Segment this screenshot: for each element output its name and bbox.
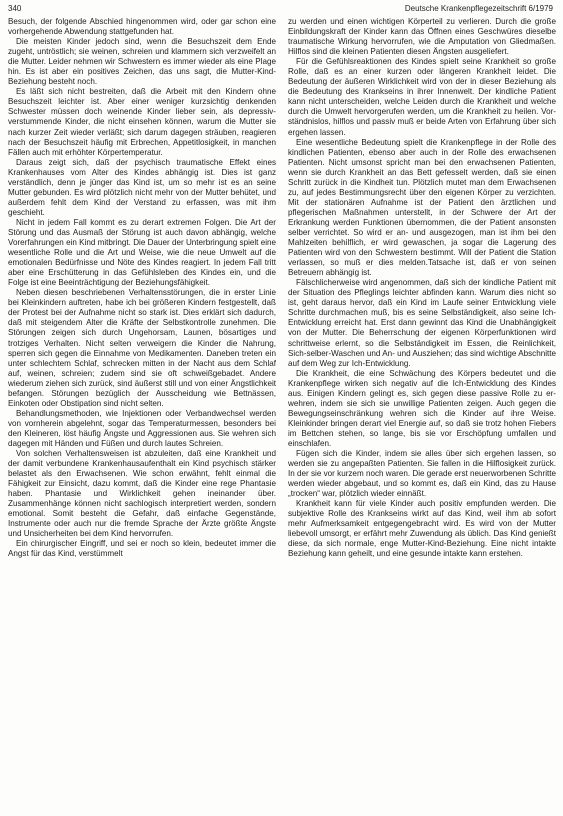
paragraph: Besuch, der folgende Abschied hingenommen wird, oder gar schon eine vorhergehende Abwendung stattgefunden hat.: [8, 17, 276, 37]
paragraph: Krankheit kann für viele Kinder auch positiv empfunden werden. Die subjektive Rolle des Krankseins wirkt auf das Kind, weil ihm ab sofort mehr Aufmerksamkeit entgegengebracht wird. Es wird von der Mutter liebevoll umsorgt, er erfährt mehr Zuwendung als üblich. Das Kind genießt diese, da sich normale, enge Mutter-Kind-Beziehung. Eine nicht intakte Beziehung kann geheilt, und eine gesunde intakte kann erstehen.: [288, 499, 556, 559]
paragraph: Neben diesen beschriebenen Verhaltensstörungen, die in erster Linie bei Kleinkindern auftreten, habe ich bei größeren Kindern festgestellt, daß der Protest bei der Aufnahme nicht so stark ist. Dies erklärt sich dadurch, daß mit steigendem Alter die Kräfte der Selbstkontrolle zunehmen. Die Störungen zeigen sich durch Ungehorsam, Launen, bösartiges und trotziges Verhalten. Nicht selten verweigern die Kinder die Nahrung, sperren sich gegen die Einnahme von Medikamenten. Daneben treten ein unter schlechtem Schlaf, schrecken mitten in der Nacht aus dem Schlaf auf, weinen, schreien; zudem sind sie oft schweißgebadet. Andere wiederum ziehen sich zurück, sind äußerst still und von einer Ängstlichkeit befangen. Störungen bezüglich der Ausscheidung wie Bettnässen, Einkoten oder Obstipation sind nicht selten.: [8, 288, 276, 408]
text-column-left: [8, 17, 276, 812]
paragraph: Für die Gefühlsreaktionen des Kindes spielt seine Krankheit so große Rolle, daß es an einer kurzen oder längeren Krankheit leidet. Die Bedeutung der äußeren Wirklichkeit wird von der in dieser Beziehung als die Bedeutung des Krankseins in ihrer Innenwelt. Der kindliche Patient kann nicht unterscheiden, welche Leiden durch die Krankheit und welche durch die Umwelt hervorgerufen werden, um die Krankheit zu heilen. Vorständnislos, hilflos und passiv muß er beide Arten von Erfahrung über sich ergehen lassen.: [288, 57, 556, 137]
paragraph: Ein chirurgischer Eingriff, und sei er noch so klein, bedeutet immer die Angst für das Kind, verstümmelt: [8, 539, 276, 559]
journal-header: Deutsche Krankenpflegezeitschrift 6/1979: [404, 4, 553, 13]
paragraph: zu werden und einen wichtigen Körperteil zu verlieren. Durch die große Einbildungskraft der Kinder kann das Öffnen eines Geschwüres dieselbe traumatische Wirkung hervorrufen, wie die Amputation von Gliedmaßen. Hilflos sind die kleinen Patienten diesen Ängsten ausgeliefert.: [288, 17, 556, 57]
paragraph: Es läßt sich nicht bestreiten, daß die Arbeit mit den Kindern ohne Besuchszeit leichter ist. Aber einer weniger kurzsichtig denkenden Schwester müssen doch weinende Kinder lieber sein, als depressiv-verstummende Kinder, die nicht einsehen können, warum die Mutter sie nach kurzer Zeit wieder verläßt; sich darum dagegen sträuben, reagieren nach der Besuchszeit häufig mit Erbrechen, Appetitlosigkeit, in manchen Fällen auch mit erhöhter Körpertemperatur.: [8, 87, 276, 157]
paragraph: Daraus zeigt sich, daß der psychisch traumatische Effekt eines Krankenhauses vom Alter des Kindes abhängig ist. Dies ist ganz verständlich, denn je jünger das Kind ist, um so mehr ist es an seine Mutter gebunden. Es wird plötzlich nicht mehr von der Mutter behütet, und außerdem fehlt dem Kind der Verstand zu erfassen, was mit ihm geschieht.: [8, 157, 276, 217]
paragraph: Fälschlicherweise wird angenommen, daß sich der kindliche Patient mit der Situation des Pfleglings leichter abfinden kann. Warum dies nicht so ist, geht daraus hervor, daß ein Kind im Laufe seiner Entwicklung viele Schritte durchmachen muß, bis es seine Selbständigkeit, also seine Ich-Entwicklung erreicht hat. Erst dann gewinnt das Kind die Unabhängigkeit von der Mutter. Die Beherrschung der eigenen Körperfunktionen wird schrittweise erlernt, so die Selbständigkeit im Essen, die Reinlichkeit, Sich-selber-Waschen und An- und Ausziehen; das sind wichtige Abschnitte auf dem Weg zur Ich-Entwicklung.: [288, 278, 556, 368]
paragraph: Nicht in jedem Fall kommt es zu derart extremen Folgen. Die Art der Störung und das Ausmaß der Störung ist auch davon abhängig, welche Vorerfahrungen ein Kind mitbringt. Die Dauer der Unterbringung spielt eine wesentliche Rolle und die Art und Weise, wie die neue Umwelt auf die emotionalen Bedürfnisse und Nöte des Kindes reagiert. In jedem Fall tritt aber eine Erschütterung in das Gefühlsleben des Kindes ein, und die Folge ist eine Beeinträchtigung der Beziehungsfähigkeit.: [8, 217, 276, 288]
paragraph: Die Krankheit, die eine Schwächung des Körpers bedeutet und die Krankenpflege wirken sich negativ auf die Ich-Entwicklung des Kindes aus. Einigen Kindern gelingt es, sich gegen diese passive Rolle zu erwehren, indem sie sich sie unwillige Patienten zeigen. Auch gegen die Bewegungseinschränkung wehren sich die Kinder auf ihre Weise. Kleinkinder bringen derart viel Energie auf, so daß sie trotz hohen Fiebers im Bettchen stehen, so lange, bis sie vor Erschöpfung umfallen und einschlafen.: [288, 368, 556, 448]
paragraph: Behandlungsmethoden, wie Injektionen oder Verbandwechsel werden von vornherein abgelehnt, sogar das Temperaturmessen, besonders bei den Kleineren, löst häufig Ängste und Aggressionen aus. Sie wehren sich dagegen mit Händen und Füßen und durch lautes Schreien.: [8, 408, 276, 448]
paragraph: Die meisten Kinder jedoch sind, wenn die Besuchszeit dem Ende zugeht, untröstlich; sie weinen, schreien und klammern sich verzweifelt an die Mutter. Leider nehmen wir Schwestern es immer wieder als eine Plage hin. Es ist aber ein positives Zeichen, das uns sagt, die Mutter-Kind-Beziehung besteht noch.: [8, 37, 276, 87]
paragraph: Von solchen Verhaltensweisen ist abzuleiten, daß eine Krankheit und der damit verbundene Krankenhausaufenthalt ein Kind psychisch stärker belastet als den Erwachsenen. Wie schon erwähnt, fehlt einmal die Fähigkeit zur Einsicht, dazu kommt, daß die Kinder eine rege Phantasie haben. Phantasie und Wirklichkeit gehen ineinander über. Zusammenhänge können nicht sachlogisch interpretiert werden, sondern emotional. Somit besteht die Gefahr, daß einfache Gegenstände, Instrumente oder auch nur die fremde Sprache der Ärzte größte Ängste und Unsicherheiten bei dem Kind hervorrufen.: [8, 449, 276, 539]
paragraph: Eine wesentliche Bedeutung spielt die Krankenpflege in der Rolle des kindlichen Patienten, ebenso aber auch in der Rolle des erwachsenen Patienten. Nicht umsonst spricht man bei den erwachsenen Patienten, wenn sie durch Krankheit an das Bett gefesselt werden, daß sie einen Schritt zurück in die Kindheit tun. Plötzlich mutet man dem Erwachsenen zu, auf jedes Bestimmungsrecht über den eigenen Körper zu verzichten. Mit der stationären Aufnahme ist der Patient den ärztlichen und pflegerischen Maßnahmen unterstellt, in der Schwere der Art der Erkrankung werden Funktionen übernommen, die der Patient ansonsten selber verrichtet. So wird er an- und ausgezogen, man ist ihm bei den Mahlzeiten behilflich, er wird gewaschen, ja sogar die Lagerung des Patienten wird von den Schwestern bestimmt. Will der Patient die Station verlassen, so muß er dies melden.Tatsache ist, daß er von seinen Betreuern abhängig ist.: [288, 137, 556, 278]
paragraph: Fügen sich die Kinder, indem sie alles über sich ergehen lassen, so werden sie zu angepaßten Patienten. Sie fallen in die Hilflosigkeit zurück. In der sie vor kurzem noch waren. Die gerade erst neuerworbenen Schritte werden wieder abgebaut, und so kommt es, daß ein Kind, das zu Hause „trocken“ war, plötzlich wieder einnäßt.: [288, 449, 556, 499]
page-number: 340: [8, 4, 22, 13]
text-column-right: [288, 17, 556, 812]
